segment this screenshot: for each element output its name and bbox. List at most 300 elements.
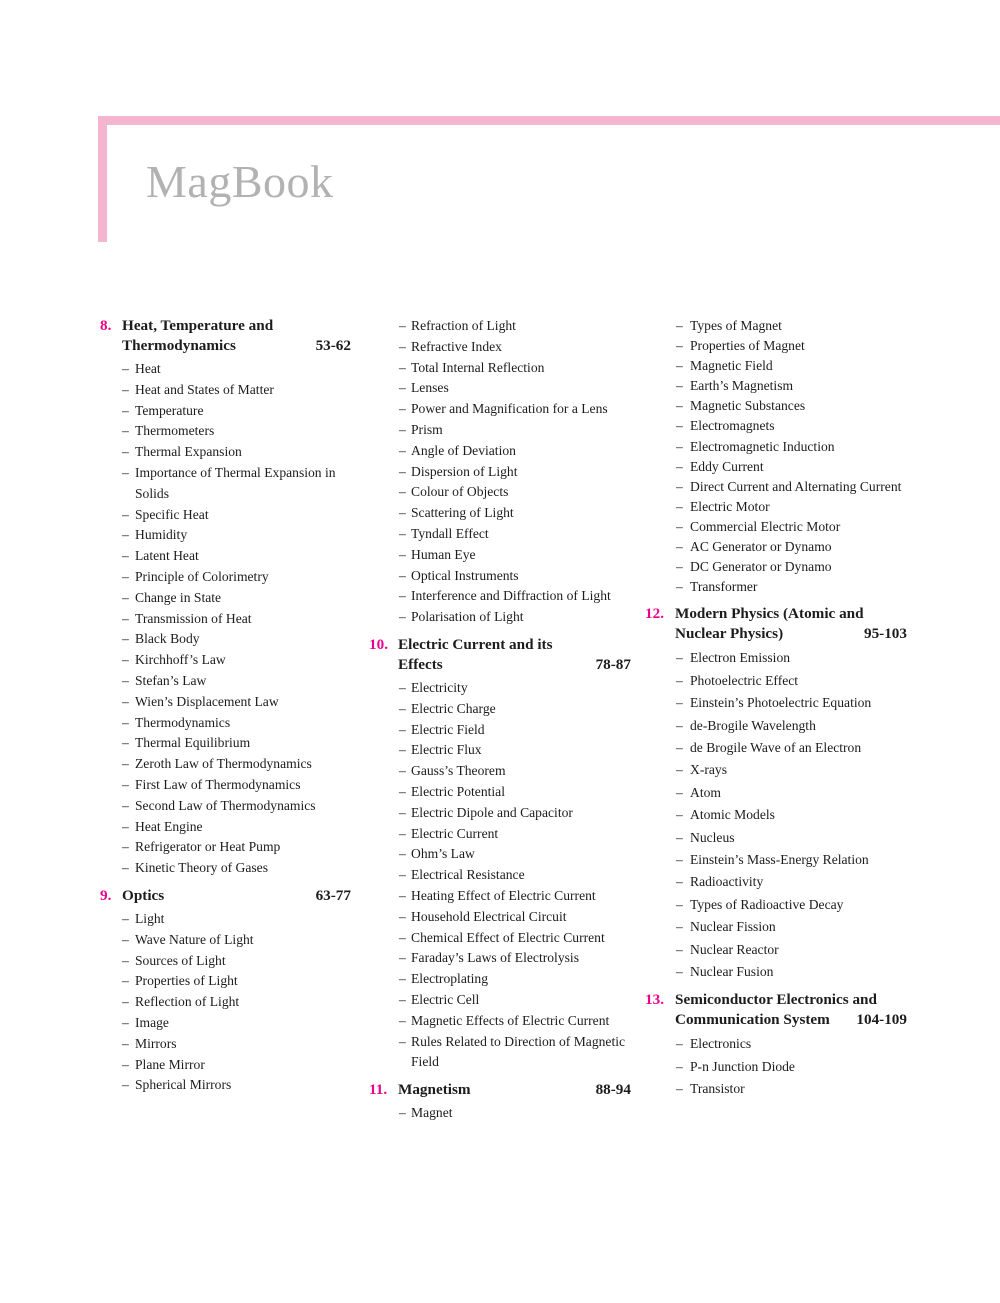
section-title: Electric Current and its Effects <box>398 635 553 673</box>
item-label: Wave Nature of Light <box>135 931 254 947</box>
toc-item <box>676 356 907 376</box>
toc-item <box>399 740 631 761</box>
item-dash: – <box>676 458 683 474</box>
item-dash: – <box>122 693 129 709</box>
section-heading <box>100 316 351 356</box>
item-dash: – <box>122 756 129 772</box>
toc-item <box>676 316 907 336</box>
toc-item <box>122 754 351 775</box>
toc-item <box>399 420 631 441</box>
item-label: Heating Effect of Electric Current <box>411 887 596 903</box>
item-label: Black Body <box>135 631 200 647</box>
header-rule-left <box>98 116 107 242</box>
item-label: Electric Dipole and Capacitor <box>411 804 573 820</box>
section-title: Semiconductor Electronics and Communication System <box>675 991 877 1029</box>
item-label: Chemical Effect of Electric Current <box>411 929 605 945</box>
item-dash: – <box>399 742 406 758</box>
item-dash: – <box>676 807 683 823</box>
item-label: First Law of Thermodynamics <box>135 776 301 792</box>
item-label: Specific Heat <box>135 506 209 522</box>
item-dash: – <box>122 361 129 376</box>
toc-item <box>676 894 907 916</box>
toc-item <box>122 733 351 754</box>
toc-item <box>676 416 907 436</box>
toc-item <box>122 359 351 380</box>
item-label: Human Eye <box>411 546 476 562</box>
toc-section-12 <box>645 604 907 983</box>
toc-item <box>676 376 907 396</box>
section-topic-list <box>100 909 351 1096</box>
toc-item <box>676 437 907 457</box>
item-dash: – <box>676 784 683 800</box>
toc-item <box>122 380 351 401</box>
item-label: Latent Heat <box>135 548 199 564</box>
section-topic-list <box>369 316 631 628</box>
section-topic-list <box>645 647 907 983</box>
item-label: Electric Motor <box>690 498 770 514</box>
toc-item <box>122 609 351 630</box>
item-label: Ohm’s Law <box>411 846 475 862</box>
toc-item <box>676 804 907 826</box>
item-dash: – <box>122 797 129 813</box>
item-label: Electric Potential <box>411 783 505 799</box>
item-label: Atom <box>690 784 721 800</box>
toc-item <box>122 671 351 692</box>
item-dash: – <box>399 546 406 562</box>
item-dash: – <box>676 1036 683 1052</box>
item-label: Electricity <box>411 679 468 695</box>
item-label: Heat <box>135 361 161 376</box>
toc-item <box>676 715 907 737</box>
toc-item <box>676 827 907 849</box>
item-dash: – <box>676 378 683 394</box>
item-label: Types of Magnet <box>690 318 782 333</box>
item-label: Kirchhoff’s Law <box>135 652 226 668</box>
section-heading <box>369 1080 631 1100</box>
item-label: Household Electrical Circuit <box>411 908 567 924</box>
item-label: Mirrors <box>135 1035 177 1051</box>
item-dash: – <box>122 631 129 647</box>
item-label: Angle of Deviation <box>411 442 516 458</box>
item-label: Properties of Magnet <box>690 338 805 354</box>
item-label: Magnetic Substances <box>690 398 806 414</box>
item-dash: – <box>399 846 406 862</box>
item-dash: – <box>676 695 683 711</box>
item-dash: – <box>122 527 129 543</box>
toc-item <box>122 546 351 567</box>
item-label: Electrical Resistance <box>411 867 525 883</box>
item-label: Heat and States of Matter <box>135 381 274 397</box>
toc-item <box>122 775 351 796</box>
item-label: Sources of Light <box>135 952 226 968</box>
item-dash: – <box>122 589 129 605</box>
toc-item <box>122 442 351 463</box>
toc-item <box>399 782 631 803</box>
item-label: Nuclear Fusion <box>690 964 774 979</box>
toc-item <box>122 525 351 546</box>
item-dash: – <box>122 776 129 792</box>
item-dash: – <box>676 1058 683 1074</box>
section-page-range: 63-77 <box>315 886 351 904</box>
item-label: Electric Current <box>411 825 499 841</box>
item-dash: – <box>676 438 683 454</box>
toc-item <box>399 316 631 337</box>
item-label: Electromagnetic Induction <box>690 438 835 454</box>
toc-item <box>122 837 351 858</box>
toc-item <box>122 1075 351 1096</box>
item-label: Thermometers <box>135 423 215 439</box>
toc-item <box>122 692 351 713</box>
item-label: Electronics <box>690 1036 752 1052</box>
toc-item <box>122 567 351 588</box>
item-dash: – <box>399 421 406 437</box>
toc-item <box>676 647 907 669</box>
item-label: Properties of Light <box>135 973 238 989</box>
toc-item <box>122 971 351 992</box>
item-label: Temperature <box>135 402 204 418</box>
toc-item <box>676 849 907 871</box>
item-label: Prism <box>411 421 443 437</box>
item-dash: – <box>122 652 129 668</box>
item-label: DC Generator or Dynamo <box>690 559 832 575</box>
toc-item <box>676 577 907 597</box>
toc-item <box>399 824 631 845</box>
toc-item <box>676 1033 907 1055</box>
toc-item <box>399 607 631 628</box>
section-number: 9. <box>100 886 112 904</box>
item-label: Importance of Thermal Expansion in Solids <box>135 464 336 501</box>
item-label: Photoelectric Effect <box>690 672 799 688</box>
item-label: Optical Instruments <box>411 567 519 583</box>
section-page-range: 95-103 <box>863 625 907 643</box>
item-label: Total Internal Reflection <box>411 359 545 375</box>
item-dash: – <box>676 672 683 688</box>
item-label: Einstein’s Mass-Energy Relation <box>690 851 869 867</box>
toc-item <box>399 865 631 886</box>
item-dash: – <box>676 941 683 957</box>
item-label: Refractive Index <box>411 338 502 354</box>
item-label: de Brogile Wave of an Electron <box>690 739 862 755</box>
item-label: Dispersion of Light <box>411 463 518 479</box>
item-label: de-Brogile Wavelength <box>690 717 816 733</box>
toc-section-10 <box>369 635 631 1073</box>
toc-item <box>399 948 631 969</box>
item-dash: – <box>676 964 683 979</box>
item-dash: – <box>399 567 406 583</box>
section-title: Heat, Temperature and Thermodynamics <box>122 317 274 354</box>
item-label: Electric Charge <box>411 700 496 716</box>
item-label: Reflection of Light <box>135 994 240 1010</box>
toc-item <box>399 482 631 503</box>
item-dash: – <box>399 463 406 479</box>
section-page-range: 53-62 <box>315 337 351 354</box>
item-label: Electromagnets <box>690 418 775 434</box>
toc-item <box>676 692 907 714</box>
item-dash: – <box>122 860 129 876</box>
section-topic-list <box>645 1033 907 1100</box>
item-label: Tyndall Effect <box>411 525 489 541</box>
toc-item <box>399 699 631 720</box>
toc-item <box>399 337 631 358</box>
item-dash: – <box>122 931 129 947</box>
toc-item <box>676 557 907 577</box>
item-dash: – <box>122 952 129 968</box>
item-dash: – <box>399 484 406 500</box>
item-dash: – <box>399 887 406 903</box>
item-dash: – <box>122 1035 129 1051</box>
section-number: 12. <box>645 605 664 623</box>
item-label: Spherical Mirrors <box>135 1077 232 1093</box>
item-dash: – <box>122 714 129 730</box>
item-dash: – <box>122 1077 129 1093</box>
item-dash: – <box>399 380 406 396</box>
section-number: 8. <box>100 317 112 334</box>
item-dash: – <box>122 1014 129 1030</box>
item-dash: – <box>399 442 406 458</box>
item-dash: – <box>676 398 683 414</box>
item-dash: – <box>399 1012 406 1028</box>
toc-item <box>399 678 631 699</box>
item-label: Polarisation of Light <box>411 609 524 625</box>
item-label: Magnetic Effects of Electric Current <box>411 1012 610 1028</box>
item-dash: – <box>399 588 406 604</box>
item-dash: – <box>122 994 129 1010</box>
item-dash: – <box>676 518 683 534</box>
item-dash: – <box>676 418 683 434</box>
item-dash: – <box>399 783 406 799</box>
toc-item <box>676 336 907 356</box>
toc-item <box>122 1055 351 1076</box>
item-dash: – <box>676 498 683 514</box>
item-dash: – <box>399 721 406 737</box>
item-dash: – <box>122 402 129 418</box>
toc-item <box>676 961 907 983</box>
item-label: Transistor <box>690 1081 745 1097</box>
toc-column-1 <box>100 316 351 1096</box>
item-label: Colour of Objects <box>411 484 509 500</box>
toc-item <box>676 396 907 416</box>
item-dash: – <box>399 825 406 841</box>
section-title: Magnetism <box>398 1081 471 1099</box>
item-dash: – <box>676 1081 683 1097</box>
section-page-range: 88-94 <box>595 1081 631 1099</box>
item-dash: – <box>122 672 129 688</box>
item-dash: – <box>676 896 683 912</box>
toc-item <box>676 457 907 477</box>
item-dash: – <box>676 539 683 555</box>
item-label: Commercial Electric Motor <box>690 518 841 534</box>
item-dash: – <box>676 762 683 778</box>
toc-item <box>122 992 351 1013</box>
toc-section-11 <box>369 1080 631 1124</box>
brand-title: MagBook <box>146 156 334 207</box>
item-dash: – <box>399 763 406 779</box>
item-dash: – <box>676 318 683 333</box>
item-label: Electric Flux <box>411 742 482 758</box>
item-label: Magnet <box>411 1105 453 1121</box>
section-heading <box>645 990 907 1030</box>
item-label: Magnetic Field <box>690 358 773 374</box>
toc-item <box>676 871 907 893</box>
toc-item <box>676 737 907 759</box>
toc-item <box>676 1078 907 1100</box>
item-dash: – <box>676 559 683 575</box>
toc-item <box>399 844 631 865</box>
section-topic-list <box>369 1103 631 1124</box>
item-label: Earth’s Magnetism <box>690 378 794 394</box>
section-topic-list <box>645 316 907 597</box>
toc-item <box>399 1011 631 1032</box>
section-number: 11. <box>369 1081 388 1099</box>
item-dash: – <box>122 910 129 926</box>
toc-item <box>399 358 631 379</box>
toc-item <box>399 928 631 949</box>
item-label: Gauss’s Theorem <box>411 763 506 779</box>
item-label: Transformer <box>690 579 758 595</box>
item-label: Plane Mirror <box>135 1056 205 1072</box>
item-dash: – <box>122 423 129 439</box>
item-label: Interference and Diffraction of Light <box>411 588 611 604</box>
item-label: Principle of Colorimetry <box>135 568 269 584</box>
item-dash: – <box>399 929 406 945</box>
item-label: Zeroth Law of Thermodynamics <box>135 756 312 772</box>
item-dash: – <box>399 1033 406 1049</box>
item-label: Types of Radioactive Decay <box>690 896 844 912</box>
item-label: Rules Related to Direction of Magnetic Field <box>411 1033 626 1070</box>
toc-item <box>399 761 631 782</box>
toc-item <box>399 990 631 1011</box>
item-dash: – <box>122 818 129 834</box>
item-dash: – <box>399 804 406 820</box>
toc-item <box>122 505 351 526</box>
item-label: Second Law of Thermodynamics <box>135 797 316 813</box>
toc-item <box>122 463 351 505</box>
toc-item <box>399 1103 631 1124</box>
toc-item <box>122 1013 351 1034</box>
section-number: 10. <box>369 635 388 653</box>
item-dash: – <box>399 1105 406 1121</box>
item-dash: – <box>676 579 683 595</box>
section-topic-list <box>100 359 351 879</box>
item-label: Transmission of Heat <box>135 610 252 626</box>
toc-item <box>676 497 907 517</box>
toc-item <box>399 441 631 462</box>
item-dash: – <box>676 874 683 890</box>
item-label: Image <box>135 1014 169 1030</box>
item-dash: – <box>122 735 129 751</box>
section-heading <box>369 635 631 675</box>
item-dash: – <box>676 358 683 374</box>
toc-item <box>122 858 351 879</box>
toc-item <box>399 566 631 587</box>
toc-section-cont-3 <box>645 316 907 597</box>
item-dash: – <box>122 506 129 522</box>
item-dash: – <box>399 359 406 375</box>
toc-item <box>122 1034 351 1055</box>
toc-item <box>676 670 907 692</box>
header-rule-top <box>98 116 1000 125</box>
item-dash: – <box>399 609 406 625</box>
item-label: AC Generator or Dynamo <box>690 539 832 555</box>
toc-item <box>676 759 907 781</box>
item-dash: – <box>122 610 129 626</box>
item-dash: – <box>676 478 683 494</box>
toc-item <box>676 782 907 804</box>
item-dash: – <box>122 444 129 460</box>
toc-item <box>399 1032 631 1074</box>
toc-item <box>122 930 351 951</box>
item-dash: – <box>399 318 406 333</box>
toc-item <box>122 650 351 671</box>
toc-item <box>122 951 351 972</box>
item-label: Power and Magnification for a Lens <box>411 401 608 417</box>
item-label: Electron Emission <box>690 650 791 666</box>
item-dash: – <box>399 338 406 354</box>
item-label: Nuclear Fission <box>690 919 776 935</box>
item-dash: – <box>676 829 683 845</box>
toc-item <box>399 545 631 566</box>
item-dash: – <box>122 839 129 855</box>
item-dash: – <box>399 679 406 695</box>
item-dash: – <box>399 867 406 883</box>
toc-item <box>399 524 631 545</box>
item-label: Light <box>135 910 165 926</box>
section-title: Optics <box>122 886 165 904</box>
item-dash: – <box>399 505 406 521</box>
toc-item <box>122 421 351 442</box>
toc-column-2 <box>369 316 631 1124</box>
item-label: Einstein’s Photoelectric Equation <box>690 695 872 711</box>
item-dash: – <box>676 739 683 755</box>
item-label: Humidity <box>135 527 188 543</box>
item-dash: – <box>676 851 683 867</box>
item-dash: – <box>399 971 406 987</box>
toc-item <box>676 537 907 557</box>
item-label: Electric Field <box>411 721 485 737</box>
item-label: Electric Cell <box>411 991 480 1007</box>
section-page-range: 104-109 <box>856 1011 907 1029</box>
item-label: Electroplating <box>411 971 489 987</box>
toc-item <box>399 399 631 420</box>
toc-item <box>399 586 631 607</box>
item-dash: – <box>676 338 683 354</box>
toc-item <box>399 720 631 741</box>
toc-item <box>399 462 631 483</box>
item-label: Eddy Current <box>690 458 764 474</box>
item-dash: – <box>122 568 129 584</box>
toc-item <box>676 477 907 497</box>
item-label: Change in State <box>135 589 222 605</box>
item-label: Nucleus <box>690 829 735 845</box>
toc-section-8 <box>100 316 351 879</box>
section-heading <box>645 604 907 644</box>
item-label: X-rays <box>690 762 727 778</box>
toc-column-3 <box>645 316 907 1101</box>
toc-item <box>676 916 907 938</box>
item-label: Kinetic Theory of Gases <box>135 860 269 876</box>
section-heading <box>100 886 351 906</box>
item-label: Radioactivity <box>690 874 764 890</box>
item-dash: – <box>122 548 129 564</box>
item-dash: – <box>122 381 129 397</box>
toc-item <box>122 401 351 422</box>
item-dash: – <box>122 464 129 480</box>
toc-item <box>122 796 351 817</box>
item-label: Nuclear Reactor <box>690 941 779 957</box>
toc-item <box>676 939 907 961</box>
item-dash: – <box>399 908 406 924</box>
item-dash: – <box>399 700 406 716</box>
